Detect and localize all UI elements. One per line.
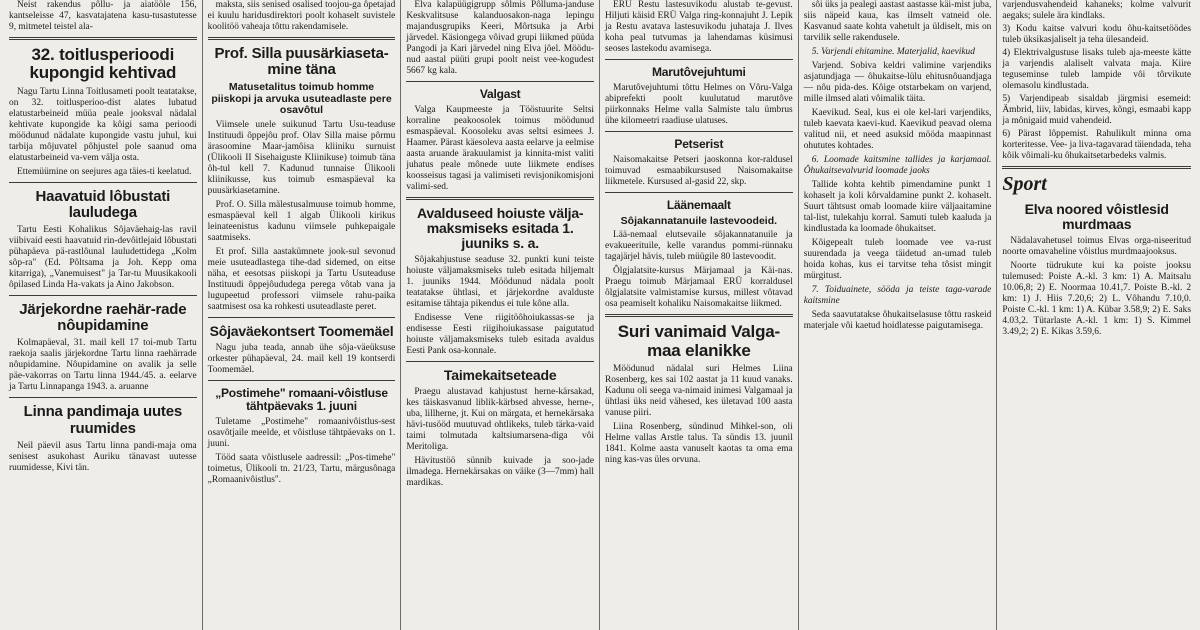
column-2 <box>203 0 402 630</box>
article-title: Avalduseed hoiuste välja-maksmiseks esitada 1. juuniks s. a. <box>416 204 584 252</box>
article-body: Praegu alustavad kahjustust herne-kärsakad, kes täiskasvanud liblik-kärbsed ahvesse, herne-, uba, lillherne, jt. Kui on märgata, et hernekärsaka hävi-tusööd muutuvad ohtlikeks, tuleb tärka-vaid taimi tolmutada kaltsiumarsena-diga vôi Meritoliga. <box>406 387 595 453</box>
article-body: Lää-nemaal elutsevaile sôjakannatanuile ja evakueerituile, kelle varandus pommi-rünnaku tagajärjel hävis, tuleb müügile 80 lastevoodit. <box>605 230 793 263</box>
article-body: Viimsele unele suikunud Tartu Usu-teaduse Instituudi ôppejôu prof. Olav Silla maise pôrmu ärasoomine Maar-jamôisa kliiniku surnuist (Ülikooli II Sisehaiguste Kliinikuse) toimub täna ôh-tul kell 7. Kadunud tunnaise Ülikooli kliinikusse, kus toimub esmaspäeval ka puusärkiasetamine. <box>207 120 396 197</box>
list-item: 4) Elektrivalgustuse lisaks tuleb aja-meeste kätte ja varjendis alaliselt valvata maja. Kiire teguseminse tuleb lampide vôi tôrvikute olemasolu kindlustada. <box>1002 48 1192 91</box>
column-5-top-text: sôi üks ja pealegi aastast aastasse käi-mist juba, siis näpeid kaua, kas ilmselt vatneid ole. Kasvanud saate kohta vahetult ja üldiselt, mis on tarvilik selle rakendusele. <box>803 0 992 43</box>
divider <box>9 37 197 40</box>
section-heading: 5. Varjendi ehitamine. Materjalid, kaevikud <box>811 47 975 57</box>
column-4 <box>600 0 799 630</box>
article-title: Sôjaväekontsert Toomemäel <box>209 323 394 340</box>
article-subtitle: Matusetalitus toimub homme piiskopi ja arvuka usuteadlaste pere osavôtul <box>211 81 392 117</box>
divider <box>9 397 197 398</box>
divider <box>9 295 197 296</box>
divider <box>406 197 594 200</box>
divider <box>208 317 396 318</box>
article-body: Nädalavahetusel toimus Elvas orga-niseeritud noorte omavaheline vôistlus murdmaajooksus. <box>1002 236 1192 258</box>
column-5 <box>799 0 998 630</box>
article-body: Ettemüümine on seejures aga täies-ti keelatud. <box>17 166 192 177</box>
article-body: Naisomakaitse Petseri jaoskonna kor-raldusel toimuvad esmaabikursused Naisomakaitse liikmetele. Kursused al-gasid 22, skp. <box>605 154 793 187</box>
list-item: 6) Pärast lôppemist. Rahulikult minna oma korteritesse. Vee- ja liva-tagavarad täiendada, teha kôik vôimali-ku ôhukaitsetarbedeks valmis. <box>1002 129 1192 161</box>
column-6-top-text: varjendusvahendeid kahaneks; kolme valvurit aegaks; sulele ära kindlaks. <box>1002 0 1192 21</box>
list-item: 3) Kodu kaitse valvuri kodu ôhu-kaitsetöödes tuleb üksikasjaliselt ja teha ülesandeid. <box>1002 24 1192 45</box>
article-title: „Postimehe" romaani-vôistluse tähtpäevaks 1. juuni <box>215 386 388 414</box>
article-title: Elva noored vôistlesid murdmaas <box>1024 201 1169 233</box>
divider <box>208 380 396 381</box>
article-body: Kaevikud. Seal, kus ei ole kel-lari varjendiks, tuleb kaevata kaevi-kud. Kaevikud peavad olema valitud nii, et need asuksid mööda maapinnast ohututes kohtades. <box>803 108 992 151</box>
article-body: Endisesse Vene riigitöôhoiukassas-se ja endisesse Eesti riigihoiukassase paigutatud hoiuste väljamaksmiseks tuleb esitada avaldus Eesti Pank osa-konnale. <box>406 313 595 357</box>
article-body: Nagu juba teada, annab ühe sôja-väeüksuse orkester pühapäeval, 24. mail kell 19 kontserdi Toomemäel. <box>207 343 396 376</box>
column-3 <box>401 0 600 630</box>
article-body: Kolmapäeval, 31. mail kell 17 toi-mub Tartu raekoja saalis järjekordne Tartu linna raehärrade nôupidamine. Nôupidamine on avalik ja selle päe-vakorras on Tartu linna 1944./45. a. eelarve ja Tartu Linnapanga 1943. a. aruanne <box>9 338 197 393</box>
divider <box>406 361 594 362</box>
article-title: 32. toitlusperioodi kupongid kehtivad <box>29 45 177 83</box>
article-body: Seda saavutatakse ôhukaitselasuse tôttu raskeid materjale vôi kaetud hoidlatesse paigutamisega. <box>803 310 992 331</box>
article-body: Liina Rosenberg, sündinud Mihkel-son, oli Helme vallas Arstle talus. Ta sündis 13. juunil 1841. Kolme aasta vanuselt kaotas ta oma ema ning kas-vas üles orvuna. <box>605 422 793 466</box>
column-2-top-text: maksta, siis senised osalised toojou-ga ôpetajad ei kuulu haridusdirektori poolt kohaselt suvistele koolitöö vaheaja tôttu rakendamisele. <box>207 0 396 32</box>
divider <box>1002 166 1191 169</box>
article-title: Taimekaitseteade <box>443 367 557 384</box>
article-title: Suri vanimaid Valga-maa elanikke <box>617 322 780 360</box>
article-title: Linna pandimaja uutes ruumides <box>23 403 182 437</box>
article-title: Järjekordne raehär-rade nôupidamine <box>19 301 187 335</box>
article-title: Valgast <box>479 87 521 101</box>
article-body: Marutôvejuhtumi tôttu Helmes on Vôru-Valga abiprefekti poolt kuulutatud marutôve piirkonnaks Helme valla Salmiste talu ümbrus ühe kilomeetri raadiuse ulatuses. <box>605 82 793 126</box>
section-heading: 6. Loomade kaitsmine tallides ja karjamaal. Ôhukaitsevalvurid loomade jaoks <box>803 155 992 176</box>
divider <box>9 182 197 183</box>
divider <box>406 81 594 82</box>
article-body: Möödunud nädalal suri Helmes Liina Rosenberg, kes sai 102 aastat ja 11 kuud vanaks. Kadunu oli seega va-nimaid inimesi Valgamaal ja ühtlasi üks neid vähesed, kes ületavad 100 aasta vanuse piiri. <box>605 364 793 419</box>
article-body: Tuletame „Postimehe" romaanivôistlus-sest osavôtjaile meelde, et vôistluse tähtpäevaks on 1. juuni. <box>207 417 396 450</box>
article-body: Neil päevil asus Tartu linna pandi-maja oma senisest asukohast Auriku tänavast uutesse ruumidesse, Kivi tän. <box>9 440 197 473</box>
column-1 <box>4 0 203 630</box>
article-body: Kôigepealt tuleb loomade vee va-rust suurendada ja veega täidetud an-umad tuleb hoida kohas, kus ei tarvitse teha tôsist mingit mürgitust. <box>803 238 992 281</box>
sport-section-badge: Sport <box>1002 173 1047 195</box>
article-body: Hävitustöö sünnib kuivade ja soo-jade ilmadega. Hernekärsakas on väike (3—7mm) hall mardikas. <box>406 456 595 489</box>
article-title: Prof. Silla puusärkiaseta-mine täna <box>214 45 389 79</box>
divider <box>605 192 793 193</box>
article-body: Tartu Eesti Kohalikus Sôjaväehaig-las ravil viibivaid eesti haavatuid rin-devôitlejaid lôbustati pühapäeva pä-rastlôunal lauludettidega „Kolm sôp-ra" (Ed. Pôltsama ja Joh. Kepp oma kitarriga), „Vanemuisest" ja Tar-tu Muusikakooli ôpilased Linda Ha-vakats ja Aino Jakobson. <box>9 225 197 291</box>
column-1-top-text: Neist rakendus pôllu- ja aiatööle 156, kantseleisse 47, kasvatajatena kasu-tusastutesse 9, mitmetel teistel ala- <box>9 0 197 32</box>
divider <box>605 131 793 132</box>
article-title: Haavatuid lôbustati lauludega <box>35 187 171 221</box>
divider <box>605 59 793 60</box>
article-subtitle: Sôjakannatanuile lastevoodeid. <box>620 214 778 227</box>
column-3-top-text: Elva kalapüügigrupp sôlmis Pôlluma-janduse Keskvalitsuse kalanduosakon-naga lepingu majandusgrupiks Keeri, Môrtsuka ja Arbi järvedel. Käsiongega vôivad grupi liikmed püüda Pangodi ja Kari järvedel ning Elva jôel. Möödu-nud aastal püüti grupi poolt neist vee-kogudest 5667 kg kala. <box>406 0 595 76</box>
article-body: Tallide kohta kehtib pimendamine punkt 1 kohaselt ja koli kôrvaldamine punkt 2. kohaselt. Suurt tähtsust omab loomade kiire väljaaitamine tal-list, tulekahju korral. Samuti tuleb kaaluda ja kindlustada ka loomade ôhukaitset. <box>803 180 992 234</box>
article-body: Tööd saata vôistlusele aadressil: „Pos-timehe" toimetus, Ülikooli tn. 21/23, Tartu, märgusônaga „Romaanivôistlus". <box>207 453 396 486</box>
list-item: 5) Varjendipeab sisaldab järgmisi esemeid: Ämbrid, liiv, labidas, kirves, kõngi, esmaabi kapp ja mônigaid muid vahendeid. <box>1002 94 1192 126</box>
column-4-top-text: ERÜ Restu lastesuvikodu alustab te-gevust. Hiljuti käisid ERÜ Valga ring-konnajuht J. Lepik ja Restu avatava lastesuvikodu juhataja J. Ilves koha peal tutvumas ja lahendamas küsimusi seoses lastekodu avamisega. <box>605 0 793 54</box>
article-title: Marutôvejuhtumi <box>652 65 746 79</box>
article-title: Petserist <box>674 136 724 151</box>
article-body: Nagu Tartu Linna Toitlusameti poolt teatatakse, on 32. toitlusperioo-dist alates lubatud elatustarbeineid müüa peale jooksval nädalal kehtivate kupongide ka kôigi sama perioodi möödunud nädalate kupongide vastu juhul, kui tarbija môjuvatel pôhjustel pole saanud oma elatustarbeineid va-vem välja osta. <box>9 86 197 163</box>
article-body: Ôlgjalatsite-kursus Märjamaal ja Käi-nas. Praegu toimub Märjamaal ERÜ korraldusel ôlgjalatsite valmistamise kursus, millest vôtavad osa peamiselt kohaliku Naisomakaitse liikmed. <box>605 266 793 310</box>
article-body: Et prof. Silla aastakümnete jook-sul sevonud meie usuteadlastega tihe-dad sidemed, on eitse näha, et eesotsas piiskopi ja Tartu Usuteaduse Instituudi ôppejôududega perega vôtab vana ja lugupeetud professori viimsele rahu-paika saatmisest osa ka rohkesti usuteadlaste peret. <box>207 247 396 313</box>
article-body: Sôjakahjustuse seaduse 32. punkti kuni teiste hoiuste väljamaksmiseks tuleb esitada hiljemalt 1. juuniks 1944. Möödunud nädala poolt teatatakse ühtlasi, et järjekordne avalduste esitamise tähtaja pikendus ei tule kône alla. <box>406 255 595 310</box>
article-body: Valga Kaupmeeste ja Tööstuurite Seltsi korraline peakoosolek toimus möödunud esmaspäeval. Koosoleku avas seltsi esimees J. Haamer. Pärast käesoleva aasta eelarve ja eelmise aasta aruande ärakuulamist ja kinnita-mist valiti juhatus peale mônede uute liikmete endises koosseisus tagasi ja valimiseti revisjonikomisjoni valimi-sed. <box>406 104 595 192</box>
section-heading: 7. Toiduainete, sööda ja teiste taga-varade kaitsmine <box>803 285 992 306</box>
article-title: Läänemaalt <box>666 197 731 212</box>
article-body: Noorte tüdrukute kui ka poiste jooksu tulemused: Poiste A.-kl. 3 km: 1) A. Maitsalu 10.06,8; 2) E. Noormaa 10.41,7. Poiste B.-kl. 2 km: 1) J. Hiis 7.20,6; 2) L. Vôhandu 7.10,0. Poiste C.-kl. 1 km: 1) A. Kübar 3.58,9; 2) E. Saks 4.03,2. Tütarlaste A.-kl. 1 km: 1) S. Kimmel 3.49,2; 2) E. Kikas 3.59,6. <box>1002 261 1192 338</box>
column-6 <box>997 0 1196 630</box>
divider <box>208 37 396 40</box>
article-body: Varjend. Sobiva keldri valimine varjendiks asjatundjaga — ôhukaitse-lülu ehitusnôuandjaga — nôu pida-des. Kôige otstarbekam on varjend, mille ilmsed alati vôimalik täita. <box>803 61 992 104</box>
divider <box>605 314 793 317</box>
article-body: Prof. O. Silla mälestusalmuuse toimub homme, esmaspäeval kell 1 algab Ülikooli kirikus leinateenistus kadunu viimsele puhkepaigale saatmiseks. <box>207 200 396 244</box>
